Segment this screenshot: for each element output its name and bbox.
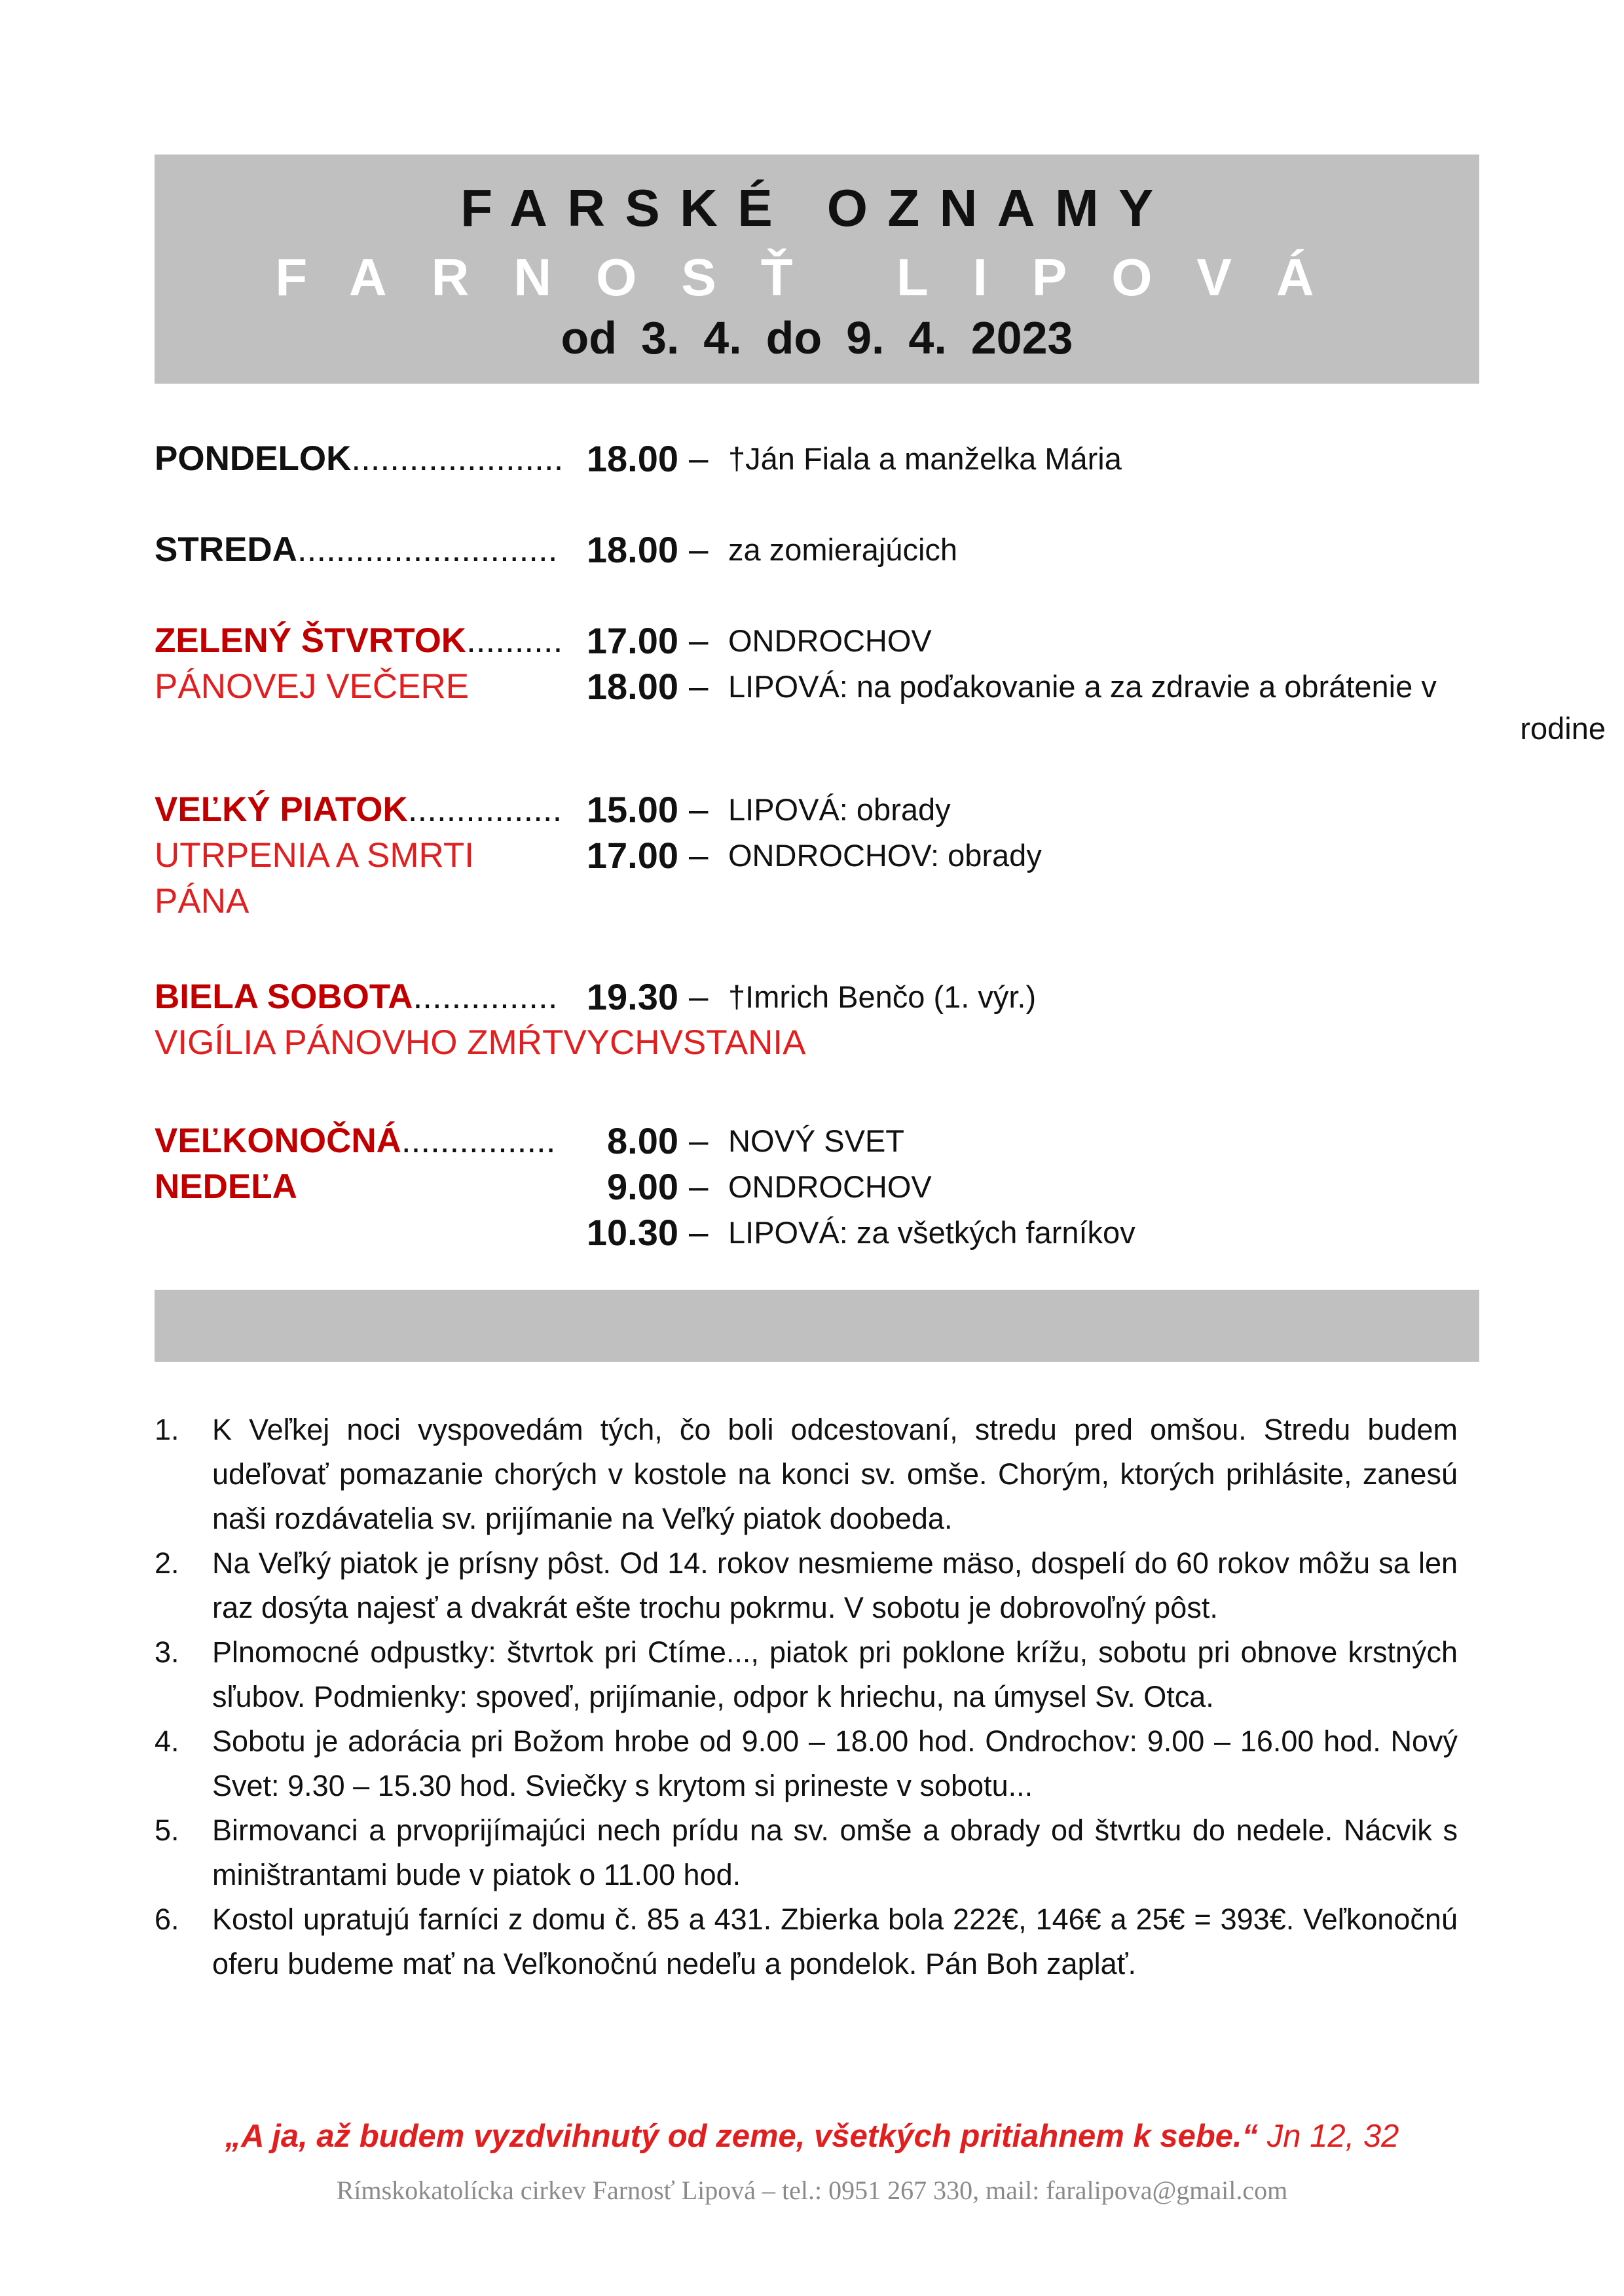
- dash: –: [689, 1167, 709, 1206]
- announcements-list: [155, 1408, 1458, 1986]
- mass-time: 18.00: [586, 438, 678, 479]
- day-subtitle-2: PÁNA: [155, 882, 249, 920]
- day-subtitle: UTRPENIA A SMRTI: [155, 836, 474, 875]
- intention-text: ONDROCHOV: obrady: [728, 838, 1042, 873]
- dash: –: [689, 836, 709, 875]
- bible-quote: [0, 2118, 1624, 2155]
- list-item: [155, 1808, 1458, 1897]
- item-text: Kostol upratujú farníci z domu č. 85 a 431. Zbierka bola 222€, 146€ a 25€ = 393€. Veľkonočnú oferu budeme mať na Veľkonočnú nedeľu a pondelok. Pán Boh zaplať.: [212, 1903, 1458, 1980]
- day-label: VEĽKONOČNÁ: [155, 1121, 401, 1160]
- item-number: 6.: [155, 1903, 179, 1936]
- cross-icon: †: [728, 441, 746, 476]
- list-item: [155, 1719, 1458, 1808]
- date-range: od 3. 4. do 9. 4. 2023: [561, 312, 1073, 363]
- item-text: Na Veľký piatok je prísny pôst. Od 14. rokov nesmieme mäso, dospelí do 60 rokov môžu sa len raz dosýta najesť a dvakrát ešte trochu pokrmu. V sobotu je dobrovoľný pôst.: [212, 1546, 1458, 1624]
- item-text: Sobotu je adorácia pri Božom hrobe od 9.00 – 18.00 hod. Ondrochov: 9.00 – 16.00 hod. Nový Svet: 9.30 – 15.30 hod. Sviečky s krytom si prineste v sobotu...: [212, 1724, 1458, 1802]
- intention-text: NOVÝ SVET: [728, 1123, 905, 1158]
- page-title: FARSKÉ OZNAMY: [460, 179, 1173, 237]
- intention-text: Imrich Benčo (1. výr.): [745, 979, 1037, 1014]
- intention: [728, 974, 1036, 1020]
- mass-time: 9.00: [607, 1166, 678, 1207]
- day-label: BIELA SOBOTA: [155, 977, 413, 1016]
- list-item: [155, 1541, 1458, 1630]
- day-label: STREDA: [155, 530, 297, 569]
- dash: –: [689, 1213, 709, 1252]
- dash: –: [689, 790, 709, 829]
- leader-dots: ................: [407, 790, 563, 829]
- item-number: 5.: [155, 1813, 179, 1847]
- header-banner: [155, 155, 1479, 384]
- leader-dots: ..........: [466, 621, 563, 660]
- mass-time: 10.30: [586, 1212, 678, 1253]
- intention-text: LIPOVÁ: obrady: [728, 792, 951, 827]
- mass-time: 15.00: [586, 789, 678, 830]
- intention-text: za zomierajúcich: [728, 532, 958, 567]
- item-number: 4.: [155, 1724, 179, 1758]
- dash: –: [689, 1121, 709, 1160]
- dash: –: [689, 667, 709, 706]
- day-label: VEĽKÝ PIATOK: [155, 790, 408, 829]
- leader-dots: ...........................: [297, 530, 558, 569]
- dash: –: [689, 621, 709, 660]
- mass-time: 8.00: [607, 1120, 678, 1161]
- list-item: [155, 1630, 1458, 1719]
- intention-text: LIPOVÁ: za všetkých farníkov: [728, 1215, 1135, 1250]
- mass-time: 19.30: [586, 976, 678, 1017]
- leader-dots: ................: [401, 1121, 556, 1160]
- quote-reference: Jn 12, 32: [1266, 2119, 1399, 2154]
- dash: –: [689, 977, 709, 1016]
- mass-time: 18.00: [586, 529, 678, 570]
- section-divider-bar: [155, 1290, 1479, 1362]
- day-label: ZELENÝ ŠTVRTOK: [155, 621, 467, 660]
- intention-text: ONDROCHOV: [728, 623, 932, 658]
- intention-text: Ján Fiala a manželka Mária: [745, 441, 1122, 476]
- dash: –: [689, 439, 709, 478]
- dash: –: [689, 530, 709, 569]
- item-text: Birmovanci a prvoprijímajúci nech prídu na sv. omše a obrady od štvrtku do nedele. Nácvik s miništrantami bude v piatok o 11.00 hod.: [212, 1813, 1458, 1891]
- intention-text: LIPOVÁ: na poďakovanie a za zdravie a obrátenie v: [728, 669, 1437, 704]
- item-number: 2.: [155, 1546, 179, 1580]
- item-text: K Veľkej noci vyspovedám tých, čo boli odcestovaní, stredu pred omšou. Stredu budem udeľovať pomazanie chorých v kostole na konci sv. omše. Chorým, ktorých prihlásite, zanesú naši rozdávatelia sv. prijímanie na Veľký piatok doobeda.: [212, 1413, 1458, 1535]
- day-label: PONDELOK: [155, 439, 352, 478]
- cross-icon: †: [728, 979, 746, 1014]
- day-subtitle: PÁNOVEJ VEČERE: [155, 667, 470, 706]
- mass-time: 17.00: [586, 620, 678, 661]
- item-text: Plnomocné odpustky: štvrtok pri Ctíme..., piatok pri poklone krížu, sobotu pri obnove krstných sľubov. Podmienky: spoveď, prijímanie, odpor k hriechu, na úmysel Sv. Otca.: [212, 1635, 1458, 1713]
- quote-text: „A ja, až budem vyzdvihnutý od zeme, všetkých pritiahnem k sebe.“: [225, 2119, 1259, 2154]
- mass-time: 18.00: [586, 666, 678, 707]
- leader-dots: ......................: [351, 439, 564, 478]
- day-subtitle: VIGÍLIA PÁNOVHO ZMŔTVYCHVSTANIA: [155, 1023, 806, 1062]
- list-item: [155, 1408, 1458, 1541]
- intention-continuation: rodine: [1520, 711, 1606, 746]
- item-number: 1.: [155, 1413, 179, 1446]
- intention: [728, 436, 1122, 482]
- list-item: [155, 1897, 1458, 1986]
- mass-time: 17.00: [586, 835, 678, 876]
- leader-dots: ...............: [413, 977, 558, 1016]
- day-label-2: NEDEĽA: [155, 1167, 297, 1206]
- parish-name: FARNOSŤ LIPOVÁ: [275, 248, 1359, 306]
- footer-contact: Rímskokatolícka cirkev Farnosť Lipová – tel.: 0951 267 330, mail: faralipova@gmail.com: [336, 2176, 1288, 2205]
- item-number: 3.: [155, 1635, 179, 1669]
- intention-text: ONDROCHOV: [728, 1169, 932, 1204]
